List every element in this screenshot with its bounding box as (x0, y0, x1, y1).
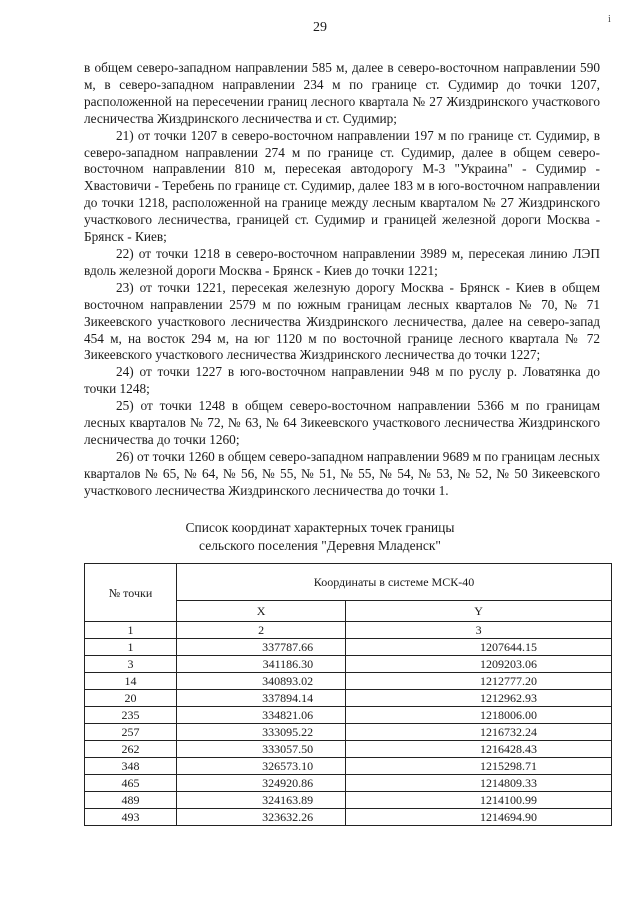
point-number-cell: 493 (85, 809, 177, 826)
point-number-cell: 3 (85, 656, 177, 673)
table-caption (0, 519, 640, 555)
table-row (85, 741, 612, 758)
table-row (85, 639, 612, 656)
table-row (85, 673, 612, 690)
x-coordinate-cell: 341186.30 (177, 656, 346, 673)
table-row (85, 775, 612, 792)
coordinates-table (84, 563, 612, 826)
column-number: 3 (346, 622, 612, 639)
x-coordinate-cell: 333095.22 (177, 724, 346, 741)
table-caption-line: сельского поселения "Деревня Младенск" (199, 538, 441, 553)
y-coordinate-cell: 1216428.43 (346, 741, 612, 758)
column-number: 2 (177, 622, 346, 639)
table-caption-line: Список координат характерных точек границы (185, 520, 455, 535)
y-coordinate-cell: 1212962.93 (346, 690, 612, 707)
table-row (85, 724, 612, 741)
boundary-description (84, 60, 600, 500)
y-coordinate-cell: 1215298.71 (346, 758, 612, 775)
table-row (85, 707, 612, 724)
x-coordinate-cell: 337894.14 (177, 690, 346, 707)
y-coordinate-cell: 1209203.06 (346, 656, 612, 673)
paragraph: 22) от точки 1218 в северо-восточном направлении 3989 м, пересекая линию ЛЭП вдоль железной дороги Москва - Брянск - Киев до точки 1221; (84, 245, 600, 278)
paragraph: 21) от точки 1207 в северо-восточном направлении 197 м по границе ст. Судимир, в северо-западном направлении 274 м по границе ст. Судимир, далее в общем северо-восточном направлении 810 м, пересекая автодорогу М-3 "Украина" - Судимир - Хвастовичи - Теребень по границе ст. Судимир, далее 183 м в юго-восточном направлении до точки 1218, расположенной на границе между лесным кварталом № 27 Жиздринского участкового лесничества, границей ст. Судимир и границей железной дороги Москва - Брянск - Киев; (84, 127, 600, 245)
header-coordinate-system: Координаты в системе МСК-40 (177, 564, 612, 601)
paragraph: 26) от точки 1260 в общем северо-западном направлении 9689 м по границам лесных кварталов № 65, № 64, № 56, № 55, № 51, № 55, № 54, № 53, № 52, № 50 Зикеевского участкового лесничества Жиздринского лесничества до точки 1. (84, 448, 600, 498)
table-row (85, 792, 612, 809)
x-coordinate-cell: 333057.50 (177, 741, 346, 758)
point-number-cell: 262 (85, 741, 177, 758)
paragraph: 24) от точки 1227 в юго-восточном направлении 948 м по руслу р. Ловатянка до точки 1248; (84, 364, 600, 397)
point-number-cell: 489 (85, 792, 177, 809)
paragraph: 25) от точки 1248 в общем северо-восточном направлении 5366 м по границам лесных кварталов № 72, № 63, № 64 Зикеевского участкового лесничества Жиздринского лесничества до точки 1260; (84, 398, 600, 447)
column-number: 1 (85, 622, 177, 639)
y-coordinate-cell: 1214694.90 (346, 809, 612, 826)
y-coordinate-cell: 1218006.00 (346, 707, 612, 724)
corner-mark: i (608, 14, 611, 25)
x-coordinate-cell: 326573.10 (177, 758, 346, 775)
point-number-cell: 235 (85, 707, 177, 724)
x-coordinate-cell: 337787.66 (177, 639, 346, 656)
x-coordinate-cell: 334821.06 (177, 707, 346, 724)
point-number-cell: 1 (85, 639, 177, 656)
x-coordinate-cell: 340893.02 (177, 673, 346, 690)
point-number-cell: 257 (85, 724, 177, 741)
column-number-row (85, 622, 612, 639)
page-number: 29 (313, 20, 327, 35)
header-point-number: № точки (85, 564, 177, 622)
x-coordinate-cell: 323632.26 (177, 809, 346, 826)
point-number-cell: 14 (85, 673, 177, 690)
table-row (85, 690, 612, 707)
point-number-cell: 20 (85, 690, 177, 707)
y-coordinate-cell: 1216732.24 (346, 724, 612, 741)
table-row (85, 809, 612, 826)
header-x: X (177, 601, 346, 622)
y-coordinate-cell: 1207644.15 (346, 639, 612, 656)
y-coordinate-cell: 1212777.20 (346, 673, 612, 690)
y-coordinate-cell: 1214809.33 (346, 775, 612, 792)
point-number-cell: 348 (85, 758, 177, 775)
table-row (85, 656, 612, 673)
point-number-cell: 465 (85, 775, 177, 792)
x-coordinate-cell: 324920.86 (177, 775, 346, 792)
paragraph: 23) от точки 1221, пересекая железную дорогу Москва - Брянск - Киев в общем восточном направлении 2579 м по южным границам лесных кварталов № 70, № 71 Зикеевского участкового лесничества Жиздринского лесничества, далее на северо-запад 454 м, на восток 294 м, на юг 1120 м по восточной границе лесного квартала № 72 Зикеевского участкового лесничества Жиздринского лесничества до точки 1227; (84, 279, 600, 363)
paragraph: в общем северо-западном направлении 585 м, далее в северо-восточном направлении 590 м, в северо-западном направлении 234 м по границе ст. Судимир до точки 1207, расположенной на пересечении границ лесного квартала № 27 Жиздринского участкового лесничества Жиздринского лесничества и ст. Судимир; (84, 60, 600, 126)
y-coordinate-cell: 1214100.99 (346, 792, 612, 809)
table-row (85, 758, 612, 775)
x-coordinate-cell: 324163.89 (177, 792, 346, 809)
header-y: Y (346, 601, 612, 622)
coordinates-table-body (85, 622, 612, 826)
